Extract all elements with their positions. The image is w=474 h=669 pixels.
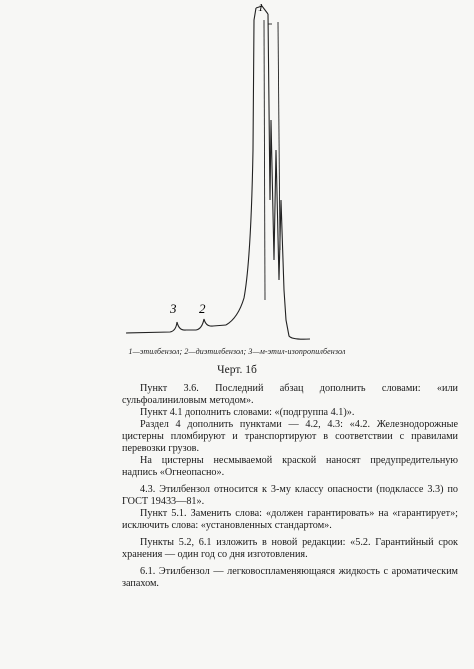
chromatogram-inner-line [264,20,265,300]
chromatogram-peak-1-rise [226,8,256,325]
peak-label-1: 1 [258,2,264,14]
chromatogram-baseline [126,319,226,333]
chromatogram-inner-line [278,22,280,250]
peak-label-2: 2 [199,301,206,316]
peak-label-3: 3 [170,301,177,316]
figure-label: Черт. 1б [217,364,257,376]
document-body [122,383,458,590]
paragraph-tank-label: На цистерны несмываемой краской наносят предупредительную надпись «Огнеопасно». [122,455,458,478]
figure-caption: 1—этилбензол; 2—диэтилбензол; 3—м-этил-изопропилбензол [128,347,346,356]
paragraph-item-6-1: 6.1. Этилбензол — легковоспламеняющаяся жидкость с ароматическим запахом. [122,566,458,589]
paragraph-item-4-3: 4.3. Этилбензол относится к 3-му классу опасности (подклассе 3.3) по ГОСТ 19433—81». [122,484,458,507]
paragraph-item-5-1: Пункт 5.1. Заменить слова: «должен гарантировать» на «гарантирует»; исключить слова: «установленных стандартом». [122,508,458,531]
paragraph-item-4-1: Пункт 4.1 дополнить словами: «(подгруппа 4.1)». [140,407,355,418]
paragraph-items-5-2-6-1: Пункты 5.2, 6.1 изложить в новой редакции: «5.2. Гарантийный срок хранения — один год со дня изготовления. [122,537,458,560]
paragraph-section-4: Раздел 4 дополнить пунктами — 4.2, 4.3: «4.2. Железнодорожные цистерны пломбируют и транспортируют в соответствии с правилами перевозки грузов. [122,419,458,454]
paragraph-item-3-6: Пункт 3.6. Последний абзац дополнить словами: «или сульфоалиниловым методом». [122,383,458,406]
chromatogram-peak-1-fall [268,14,310,339]
